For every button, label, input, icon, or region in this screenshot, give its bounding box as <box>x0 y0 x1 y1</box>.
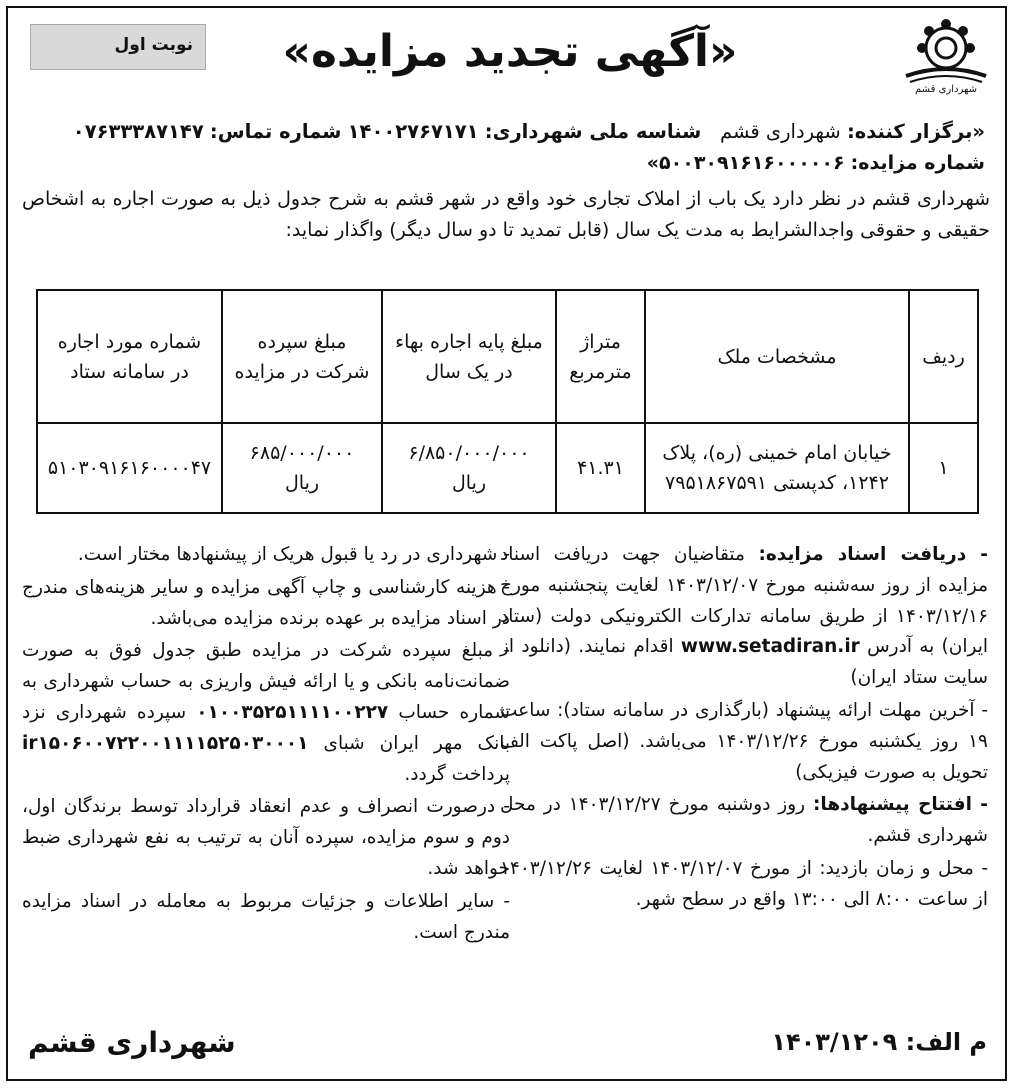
auction-number-line: شماره مزایده: ۵۰۰۳۰۹۱۶۱۶۰۰۰۰۰۶» <box>646 152 985 174</box>
property-table <box>36 289 979 514</box>
intro-paragraph: شهرداری قشم در نظر دارد یک باب از املاک تجاری خود واقع در شهر قشم به شرح جدول ذیل به صورت اجاره به اشخاص حقیقی و حقوقی واجدالشرایط به مدت یک سال (قابل تمدید تا دو سال دیگر) واگذار نماید: <box>22 188 990 241</box>
header-area: متراژ مترمربع <box>556 290 645 423</box>
cell-area: ۴۱.۳۱ <box>556 423 645 513</box>
opening-item: - افتتاح پیشنهادها: روز دوشنبه مورخ ۱۴۰۳/۱۲/۲۷ در محل شهرداری قشم. <box>500 794 988 847</box>
setadiran-link[interactable]: www.setadiran.ir <box>680 636 860 658</box>
organizer-line: «برگزار کننده: شهرداری قشم شناسه ملی شهرداری: ۱۴۰۰۲۷۶۷۱۷۱ شماره تماس: ۰۷۶۳۳۳۸۷۱۴۷ <box>72 120 985 143</box>
issue-badge: نوبت اول <box>30 24 206 70</box>
signature: شهرداری قشم <box>28 1026 236 1059</box>
conditions-left-column <box>22 540 510 950</box>
docs-item: - دریافت اسناد مزایده: متقاضیان جهت دریافت اسناد مزایده از روز سه‌شنبه مورخ ۱۴۰۳/۱۲/۰۷ لغایت پنجشنبه مورخ ۱۴۰۳/۱۲/۱۶ از طریق سامانه تدارکات الکترونیکی دولت (ستاد ایران) به آدرس www.setadiran.ir اقدام نمایند. (دانلود از سایت ستاد ایران) <box>500 544 988 689</box>
cell-base-rent: ۶/۸۵۰/۰۰۰/۰۰۰ ریال <box>382 423 556 513</box>
table-header-row <box>37 290 978 423</box>
header-base-rent: مبلغ پایه اجاره بهاء در یک سال <box>382 290 556 423</box>
cell-row-number: ۱ <box>909 423 978 513</box>
logo-caption: شهرداری قشم <box>915 84 977 95</box>
notice-code: م الف: ۱۴۰۳/۱۲۰۹ <box>771 1028 987 1056</box>
header-deposit: مبلغ سپرده شرکت در مزایده <box>222 290 382 423</box>
header-lease-number: شماره مورد اجاره در سامانه ستاد <box>37 290 222 423</box>
cell-property-spec: خیابان امام خمینی (ره)، پلاک ۱۲۴۲، کدپستی ۷۹۵۱۸۶۷۵۹۱ <box>645 423 909 513</box>
header-row-number: ردیف <box>909 290 978 423</box>
cell-deposit: ۶۸۵/۰۰۰/۰۰۰ ریال <box>222 423 382 513</box>
cell-lease-number: ۵۱۰۳۰۹۱۶۱۶۰۰۰۰۴۷ <box>37 423 222 513</box>
deposit-item: - مبلغ سپرده شرکت در مزایده طبق جدول فوق به صورت ضمانت‌نامه بانکی و یا ارائه فیش واریزی به حساب شهرداری به شماره حساب ۰۱۰۰۳۵۲۵۱۱۱۱۰۰۲۲۷ سپرده شهرداری نزد بانک مهر ایران شبای ir۱۵۰۶۰۰۷۲۲۰۰۱۱۱۱۵۲۵۰۳۰۰۰۱ پرداخت گردد. <box>22 640 510 785</box>
conditions-right-column <box>500 540 988 918</box>
table-row <box>37 423 978 513</box>
costs-item: - هزینه کارشناسی و چاپ آگهی مزایده و سایر هزینه‌های مندرج در اسناد مزایده بر عهده برنده مزایده می‌باشد. <box>22 576 510 629</box>
header-property-spec: مشخصات ملک <box>645 290 909 423</box>
forfeit-item: - درصورت انصراف و عدم انعقاد قرارداد توسط برندگان اول، دوم و سوم مزایده، سپرده آنان به ترتیب به نفع شهرداری ضبط خواهد شد. <box>22 796 510 879</box>
visit-item: - محل و زمان بازدید: از مورخ ۱۴۰۳/۱۲/۰۷ لغایت ۱۴۰۳/۱۲/۲۶ از ساعت ۸:۰۰ الی ۱۳:۰۰ واقع در سطح شهر. <box>500 857 988 910</box>
notice-title: «آگهی تجدید مزایده» <box>282 26 738 77</box>
deadline-item: - آخرین مهلت ارائه پیشنهاد (بارگذاری در سامانه ستاد): ساعت ۱۹ روز یکشنبه مورخ ۱۴۰۳/۱۲/۲۶ می‌باشد. (اصل پاکت الف تحویل به صورت فیزیکی) <box>500 699 988 783</box>
other-info-item: - سایر اطلاعات و جزئیات مربوط به معامله در اسناد مزایده مندرج است. <box>22 890 510 943</box>
rejection-item: - شهرداری در رد یا قبول هریک از پیشنهادها مختار است. <box>77 544 510 565</box>
